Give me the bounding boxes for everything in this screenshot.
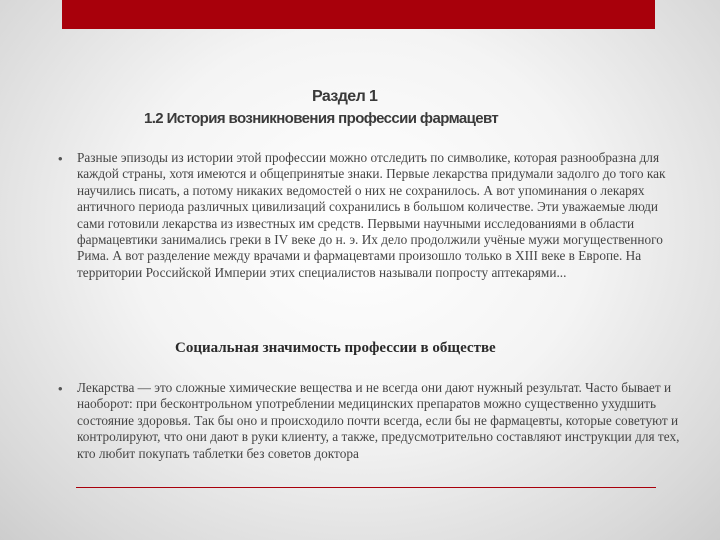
section-label: Раздел 1	[312, 88, 378, 105]
subheading-social-significance: Социальная значимость профессии в обществе	[175, 340, 496, 356]
slide-title: 1.2 История возникновения профессии фармацевт	[144, 110, 499, 127]
top-accent-bar	[62, 0, 655, 29]
bottom-divider	[76, 487, 656, 488]
paragraph-history: Разные эпизоды из истории этой профессии можно отследить по символике, которая разнообразна для каждой страны, хотя имеются и общепринятые знаки. Первые лекарства придумали задолго до того как научились писать, а потому никаких ведомостей о них не сохранилось. А вот упоминания о лекарях античного периода различных цивилизаций сохранились в большом количестве. Эти уважаемые люди сами готовили лекарства из известных им средств. Первыми научными исследованиями в области фармацевтики занимались греки в IV веке до н. э. Их дело продолжили учёные мужи могущественного Рима. А вот разделение между врачами и фармацевтами произошло только в XIII веке в Европе. На территории Российской Империи этих специалистов называли попросту аптекарями...	[77, 150, 666, 280]
paragraph-significance: Лекарства — это сложные химические вещества и не всегда они дают нужный результат. Часто бывает и наоборот: при бесконтрольном употреблении медицинских препаратов можно существенно ухудшить состояние здоровья. Так бы оно и происходило почти всегда, если бы не фармацевты, которые советуют и контролируют, что они дают в руки клиенту, а также, предусмотрительно составляют инструкции для тех, кто любит покупать таблетки без советов доктора	[77, 380, 680, 461]
bullet-icon: •	[58, 151, 63, 166]
bullet-icon: •	[58, 381, 63, 396]
